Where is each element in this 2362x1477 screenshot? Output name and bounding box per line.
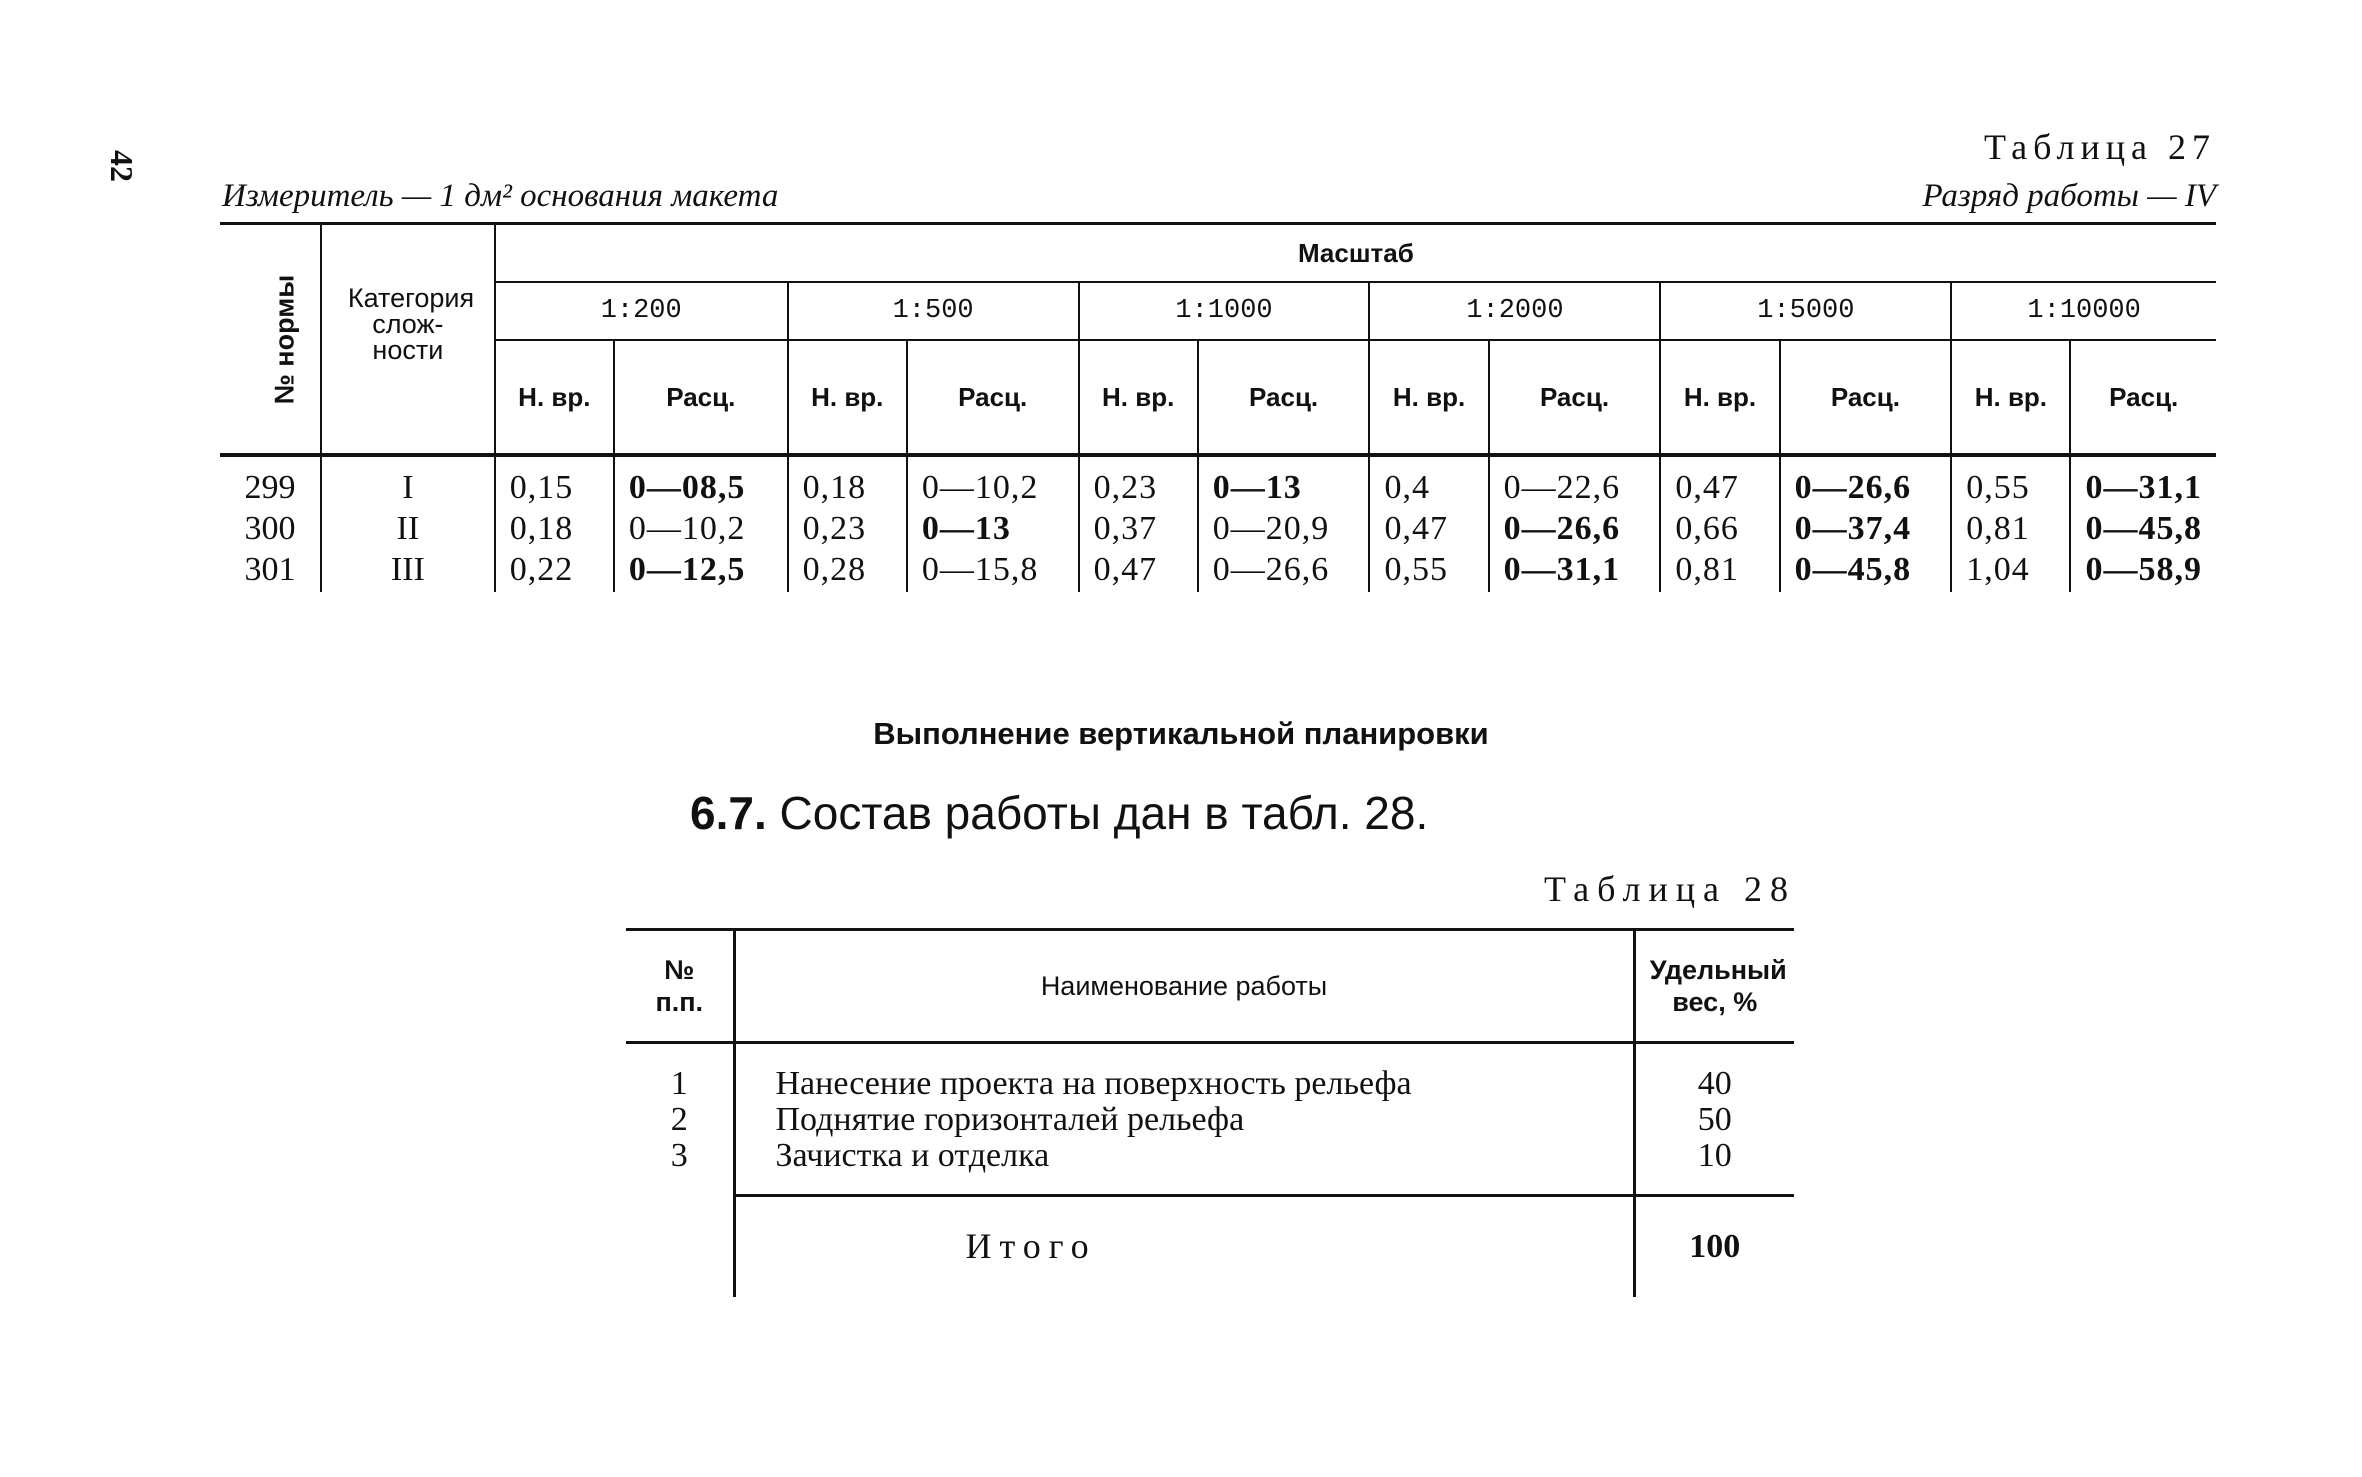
total-label: Итого: [965, 1226, 1097, 1266]
cell-time: 0,81: [1660, 551, 1779, 592]
header-scale: 1:200: [495, 282, 788, 340]
cell-rate: 0—45,8: [1780, 551, 1952, 592]
header-rate: Расц.: [907, 340, 1079, 455]
cell-item-no-list: [626, 1043, 734, 1196]
cell-rate: 0—10,2: [907, 455, 1079, 510]
header-rate: Расц.: [614, 340, 788, 455]
cell-time: 0,28: [788, 551, 907, 592]
page-number: 42: [104, 150, 140, 182]
table-row: [220, 551, 2216, 592]
section-title: Выполнение вертикальной планировки: [873, 716, 1489, 751]
table28: [626, 928, 1794, 1297]
cell-time: 0,23: [788, 510, 907, 551]
cell-rate: 0—37,4: [1780, 510, 1952, 551]
paragraph-number: 6.7.: [690, 787, 767, 839]
cell-rate: 0—26,6: [1198, 551, 1370, 592]
cell-time: 0,4: [1369, 455, 1488, 510]
cell-time: 0,37: [1079, 510, 1198, 551]
header-norm-no: № нормы: [269, 274, 300, 404]
table-row: [220, 510, 2216, 551]
cell-time: 0,66: [1660, 510, 1779, 551]
cell-time: 0,55: [1951, 455, 2070, 510]
total-row: [626, 1196, 1794, 1298]
table27-measure: Измеритель — 1 дм² основания макета: [222, 178, 779, 214]
cell-empty: [626, 1196, 734, 1298]
paragraph-text: Состав работы дан в табл. 28.: [779, 787, 1429, 839]
cell-rate: 0—45,8: [2070, 510, 2216, 551]
cell-norm-no: 301: [244, 551, 296, 588]
cell-rate: 0—13: [907, 510, 1079, 551]
cell-time: 0,15: [495, 455, 614, 510]
cell-work-name: Поднятие горизонталей рельефа: [775, 1101, 1245, 1138]
cell-category: III: [321, 551, 495, 592]
table-row: [626, 1043, 1794, 1196]
cell-work-name-list: [734, 1043, 1634, 1196]
cell-time: 0,47: [1079, 551, 1198, 592]
header-scale-group: Масштаб: [495, 224, 2216, 283]
header-scale: 1:2000: [1369, 282, 1660, 340]
table28-title: Таблица 28: [1544, 869, 1796, 909]
table27-rank: Разряд работы — IV: [1922, 178, 2216, 214]
cell-rate: 0—22,6: [1489, 455, 1661, 510]
header-rate: Расц.: [1198, 340, 1370, 455]
cell-weight: 10: [1697, 1137, 1732, 1174]
cell-category: I: [321, 455, 495, 510]
cell-rate: 0—26,6: [1489, 510, 1661, 551]
cell-time: 0,47: [1369, 510, 1488, 551]
cell-rate: 0—12,5: [614, 551, 788, 592]
header-time: Н. вр.: [1660, 340, 1779, 455]
header-weight: Удельный вес, %: [1634, 930, 1794, 1043]
header-scale: 1:500: [788, 282, 1079, 340]
cell-weight: 50: [1697, 1101, 1732, 1138]
cell-time: 0,55: [1369, 551, 1488, 592]
cell-time: 0,23: [1079, 455, 1198, 510]
cell-weight-list: [1634, 1043, 1794, 1196]
cell-rate: 0—13: [1198, 455, 1370, 510]
cell-rate: 0—15,8: [907, 551, 1079, 592]
total-label-cell: [734, 1196, 1634, 1298]
cell-time: 0,22: [495, 551, 614, 592]
cell-rate: 0—08,5: [614, 455, 788, 510]
cell-norm-no: 299: [244, 469, 296, 506]
cell-item-no: 2: [670, 1101, 688, 1138]
cell-item-no: 1: [670, 1065, 688, 1102]
header-work-name: Наименование работы: [734, 930, 1634, 1043]
table27: [220, 222, 2216, 592]
paragraph: [690, 786, 1428, 840]
cell-time: 0,81: [1951, 510, 2070, 551]
cell-norm-no: 300: [244, 510, 296, 547]
table-row: [220, 455, 2216, 510]
total-value-cell: [1634, 1196, 1794, 1298]
cell-rate: 0—10,2: [614, 510, 788, 551]
cell-time: 1,04: [1951, 551, 2070, 592]
cell-item-no: 3: [670, 1137, 688, 1174]
header-scale: 1:1000: [1079, 282, 1370, 340]
header-time: Н. вр.: [1951, 340, 2070, 455]
header-rate: Расц.: [1489, 340, 1661, 455]
cell-work-name: Зачистка и отделка: [775, 1137, 1050, 1174]
header-time: Н. вр.: [788, 340, 907, 455]
header-category: Категория слож-ности: [321, 224, 495, 456]
cell-rate: 0—31,1: [1489, 551, 1661, 592]
cell-rate: 0—58,9: [2070, 551, 2216, 592]
header-time: Н. вр.: [495, 340, 614, 455]
table27-title: Таблица 27: [1984, 127, 2216, 167]
cell-time: 0,18: [788, 455, 907, 510]
header-time: Н. вр.: [1079, 340, 1198, 455]
header-rate: Расц.: [2070, 340, 2216, 455]
header-rate: Расц.: [1780, 340, 1952, 455]
cell-rate: 0—20,9: [1198, 510, 1370, 551]
cell-category: II: [321, 510, 495, 551]
header-item-no: № п.п.: [655, 955, 704, 1017]
cell-weight: 40: [1697, 1065, 1732, 1102]
header-scale: 1:10000: [1951, 282, 2216, 340]
cell-time: 0,47: [1660, 455, 1779, 510]
cell-time: 0,18: [495, 510, 614, 551]
total-value: 100: [1689, 1228, 1741, 1265]
cell-rate: 0—31,1: [2070, 455, 2216, 510]
header-scale: 1:5000: [1660, 282, 1951, 340]
cell-work-name: Нанесение проекта на поверхность рельефа: [775, 1065, 1412, 1102]
cell-rate: 0—26,6: [1780, 455, 1952, 510]
header-time: Н. вр.: [1369, 340, 1488, 455]
